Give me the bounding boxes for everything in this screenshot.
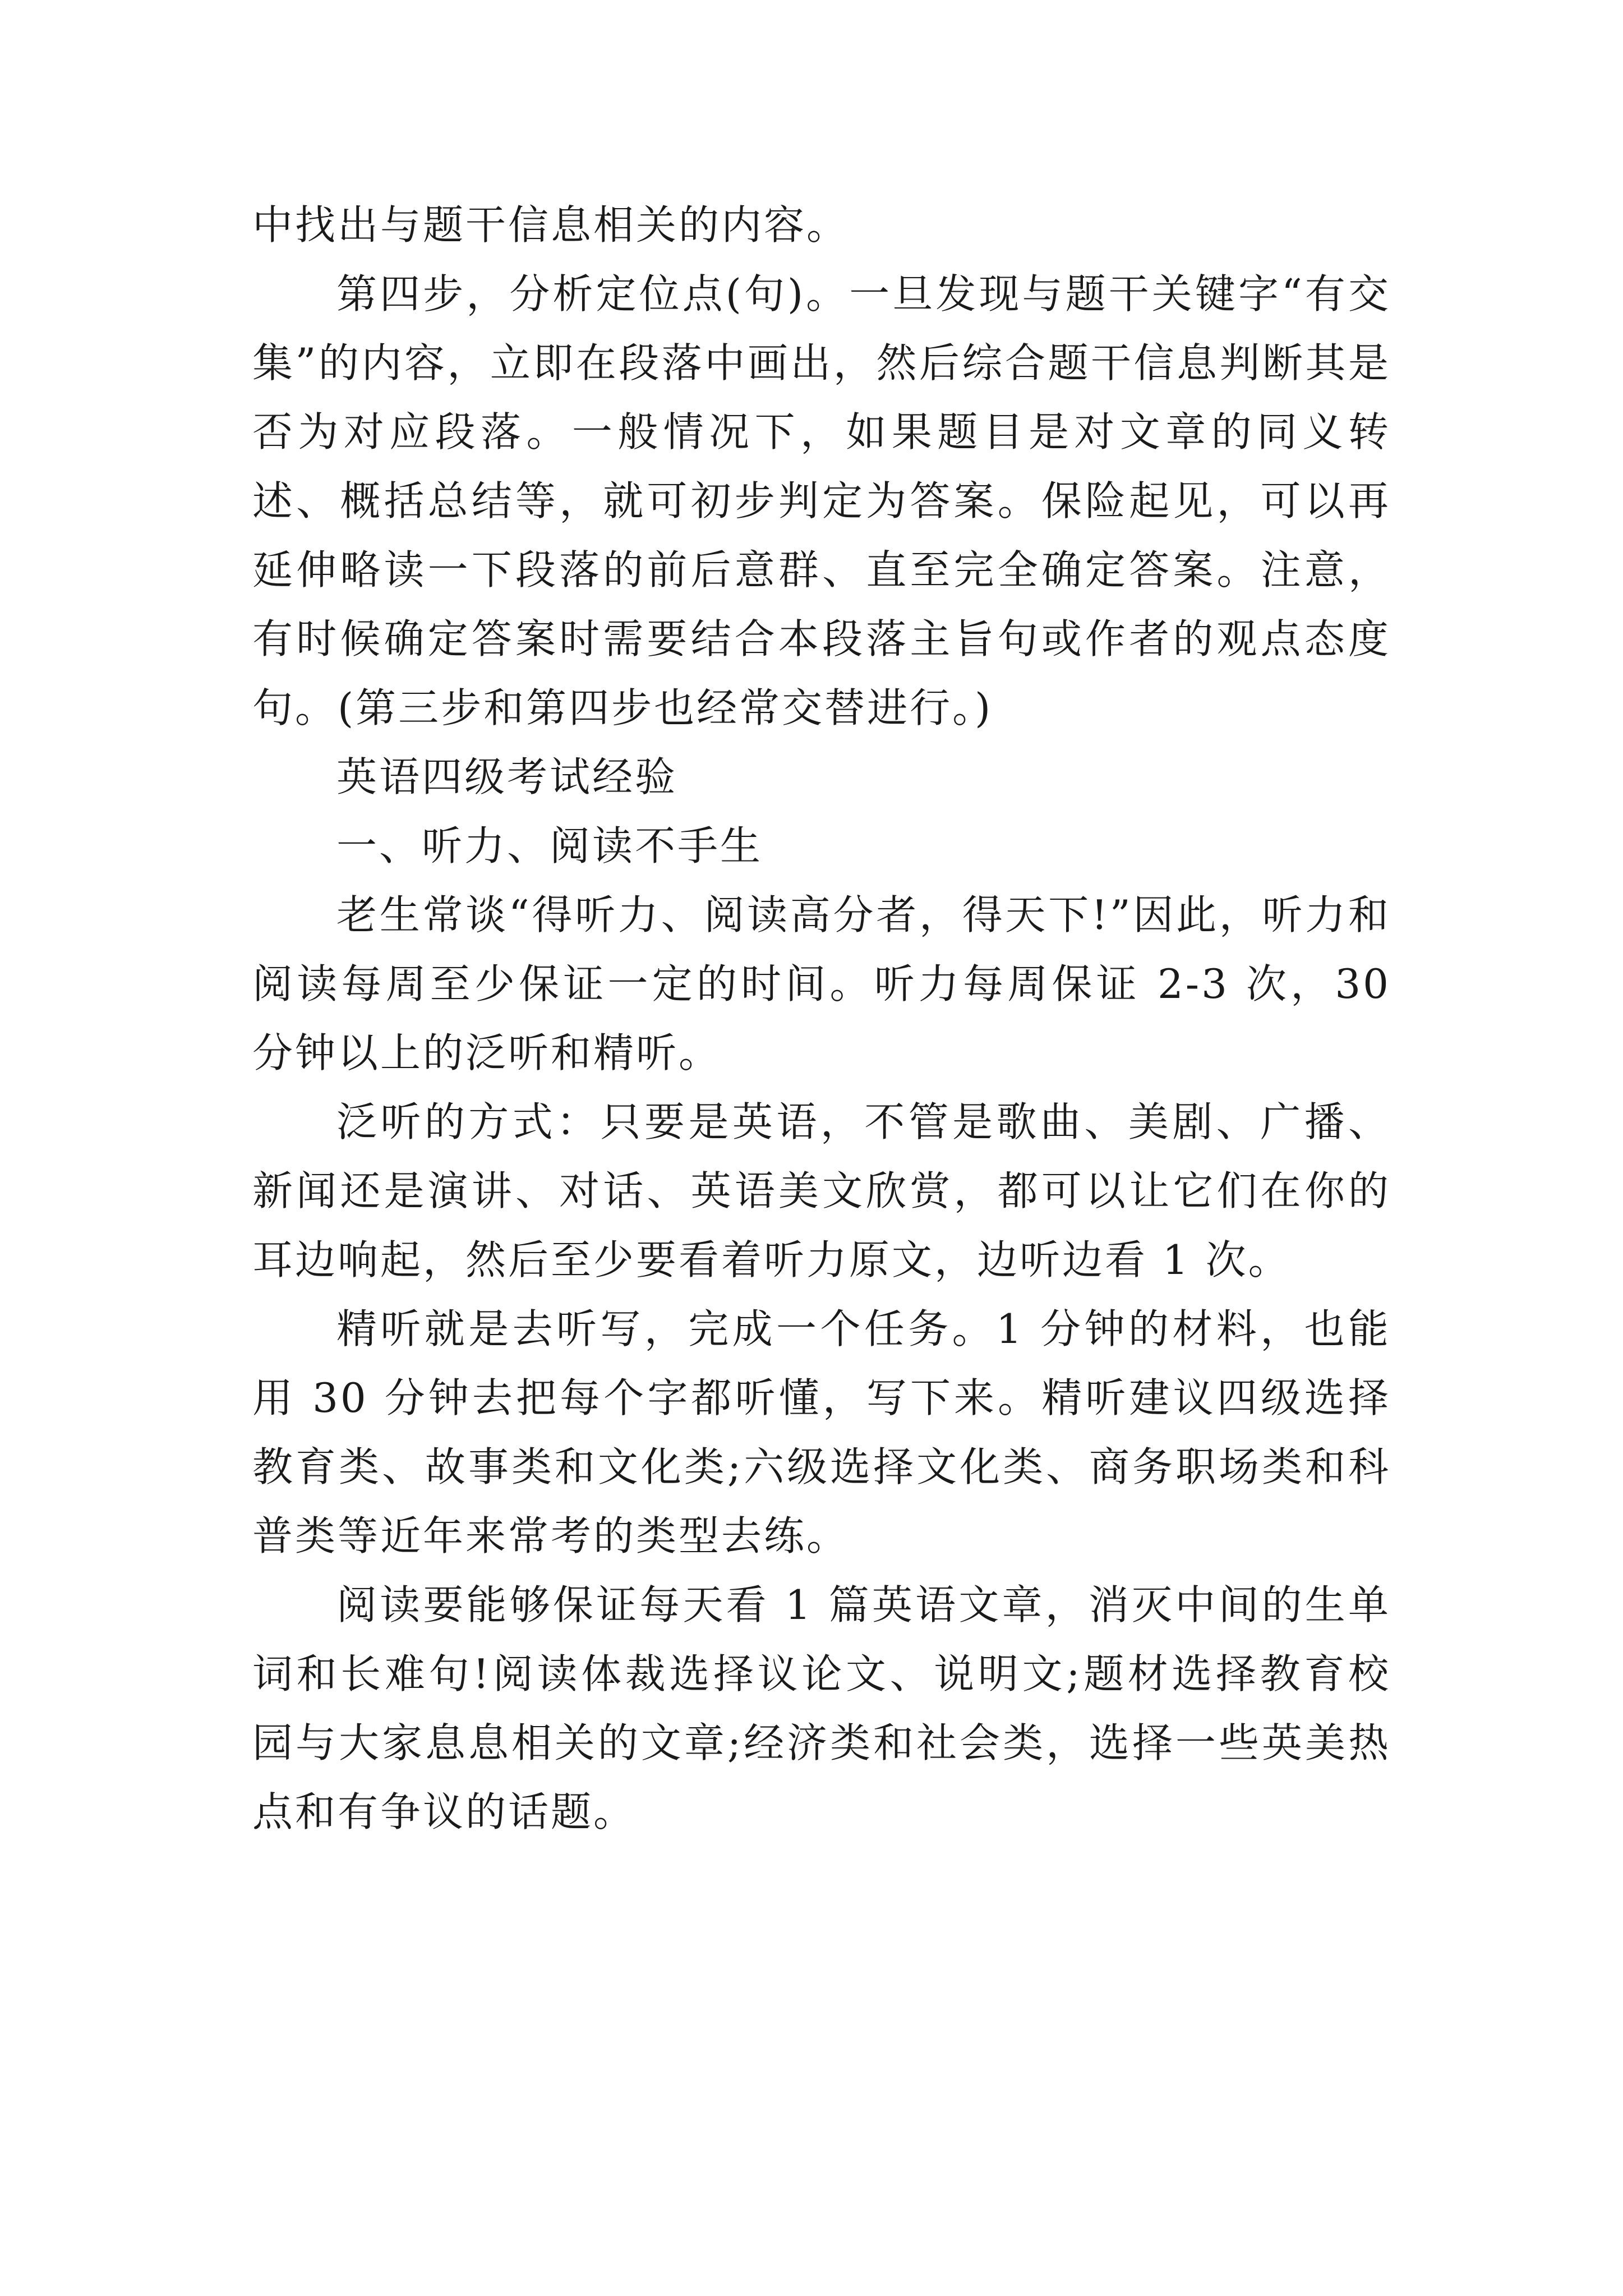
document-body [252,191,1391,1847]
paragraph-continuation: 中找出与题干信息相关的内容。 [252,201,850,249]
paragraph-reading: 阅读要能够保证每天看 1 篇英语文章，消灭中间的生单词和长难句!阅读体裁选择议论文、说明文;题材选择教育校园与大家息息相关的文章;经济类和社会类，选择一些英美热点和有争议的话题。 [252,1581,1391,1835]
paragraph-extensive-listening: 泛听的方式：只要是英语，不管是歌曲、美剧、广播、新闻还是演讲、对话、英语美文欣赏，都可以让它们在你的耳边响起，然后至少要看着听力原文，边听边看 1 次。 [252,1098,1391,1283]
paragraph-listening-reading: 老生常谈“得听力、阅读高分者，得天下!”因此，听力和阅读每周至少保证一定的时间。听力每周保证 2-3 次，30 分钟以上的泛听和精听。 [252,891,1391,1076]
section-heading: 英语四级考试经验 [336,753,678,800]
subsection-heading: 一、听力、阅读不手生 [336,822,763,869]
paragraph-intensive-listening: 精听就是去听写，完成一个任务。1 分钟的材料，也能用 30 分钟去把每个字都听懂，写下来。精听建议四级选择教育类、故事类和文化类;六级选择文化类、商务职场类和科普类等近年来常考的类型去练。 [252,1305,1391,1559]
paragraph-step-four: 第四步，分析定位点(句)。一旦发现与题干关键字“有交集”的内容，立即在段落中画出，然后综合题干信息判断其是否为对应段落。一般情况下，如果题目是对文章的同义转述、概括总结等，就可初步判定为答案。保险起见，可以再延伸略读一下段落的前后意群、直至完全确定答案。注意，有时候确定答案时需要结合本段落主旨句或作者的观点态度句。(第三步和第四步也经常交替进行。) [252,270,1391,731]
